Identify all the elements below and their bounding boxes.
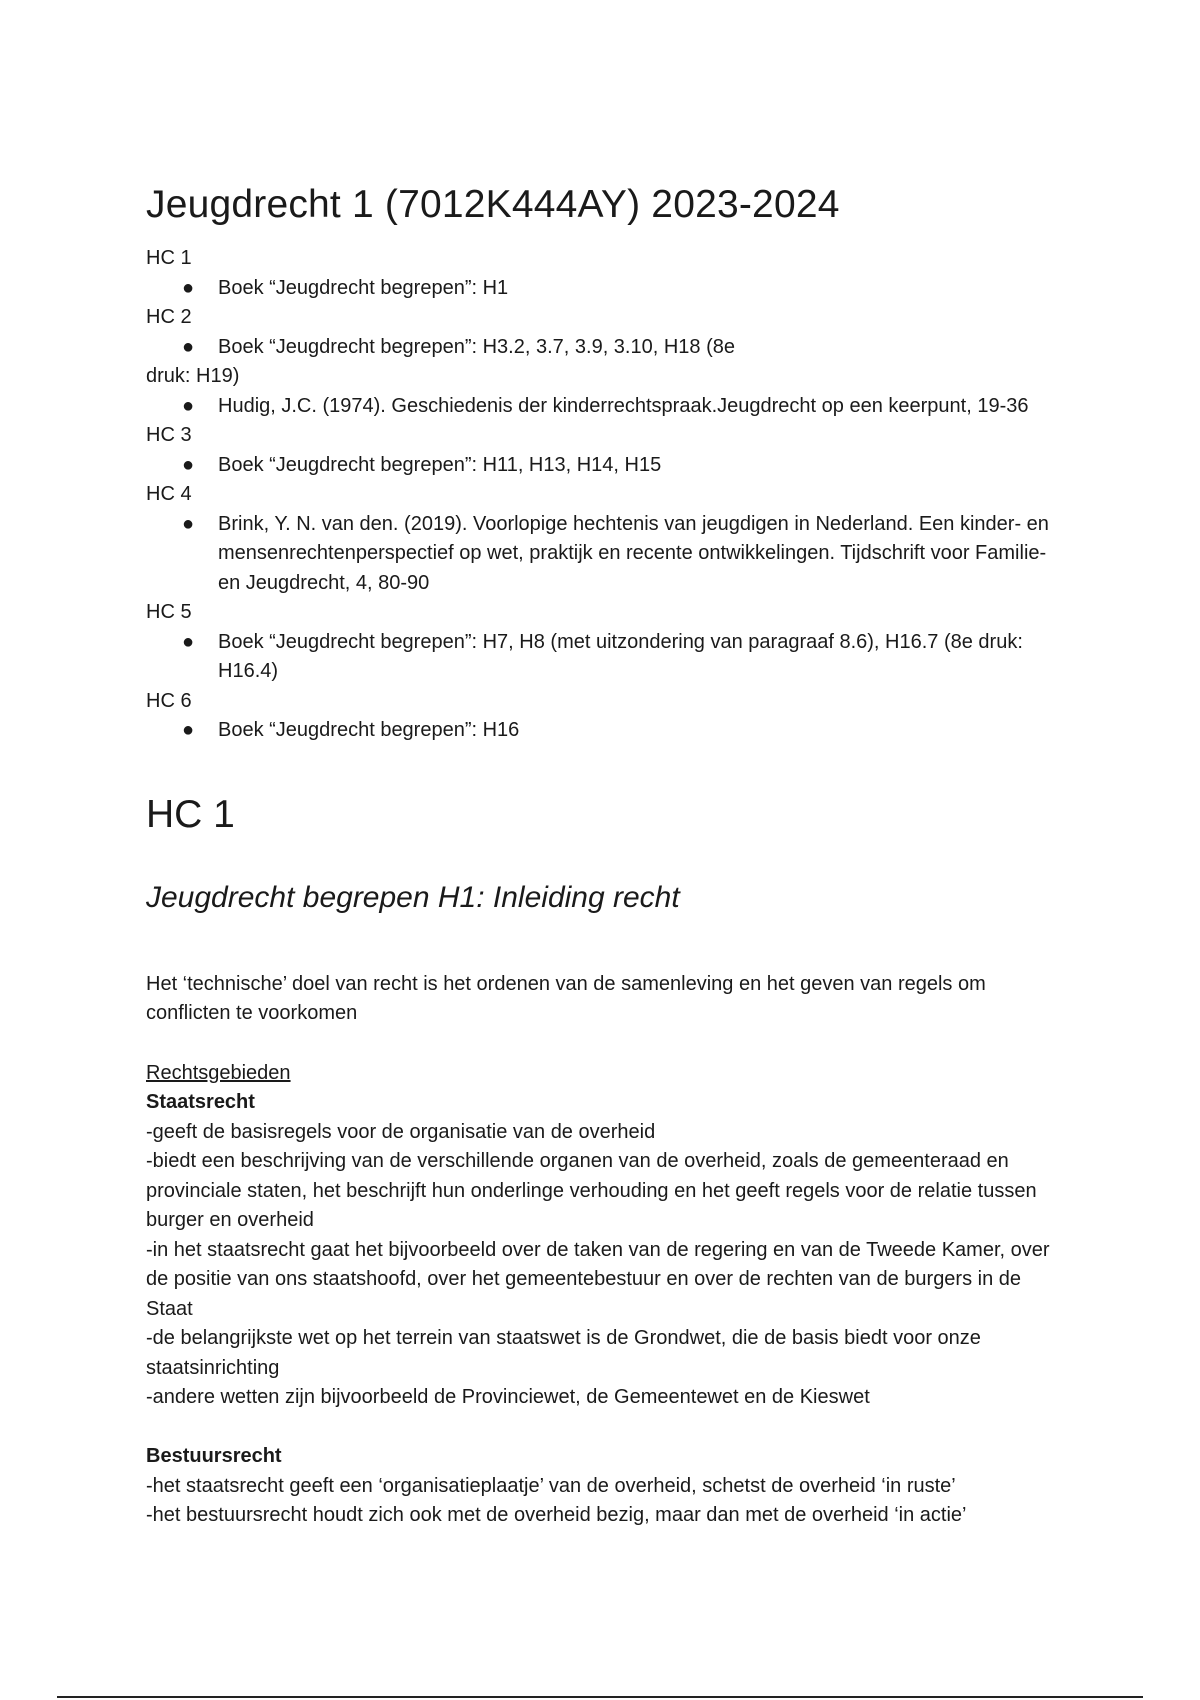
footer-divider — [57, 1696, 1143, 1698]
bestuursrecht-line: -het staatsrecht geeft een ‘organisatieplaatje’ van de overheid, schetst de overheid ‘in ruste’ — [146, 1474, 956, 1497]
staatsrecht-block — [146, 1088, 1066, 1413]
bullet-icon: ● — [182, 335, 195, 358]
reading-list — [146, 716, 1066, 746]
reading-list — [146, 451, 1066, 481]
staatsrecht-title: Staatsrecht — [146, 1091, 255, 1113]
bullet-icon: ● — [182, 394, 195, 417]
staatsrecht-line: -de belangrijkste wet op het terrein van staatswet is de Grondwet, die de basis biedt voor onze staatsinrichting — [146, 1327, 981, 1379]
staatsrecht-line: -biedt een beschrijving van de verschillende organen van de overheid, zoals de gemeenteraad en provinciale staten, het beschrijft hun onderlinge verhouding en het geeft regels voor de relatie tussen burger en overheid — [146, 1150, 1037, 1231]
reading-text: Boek “Jeugdrecht begrepen”: H11, H13, H14, H15 — [218, 453, 662, 476]
section-subheading: Jeugdrecht begrepen H1: Inleiding recht — [146, 880, 680, 914]
list-item — [182, 628, 1066, 687]
intro-paragraph: Het ‘technische’ doel van recht is het ordenen van de samenleving en het geven van regels om conflicten te voorkomen — [146, 972, 986, 1024]
bullet-icon: ● — [182, 630, 195, 653]
reading-text: Brink, Y. N. van den. (2019). Voorlopige hechtenis van jeugdigen in Nederland. Een kinder- en mensenrechtenperspectief op wet, praktijk en recente ontwikkelingen. Tijdschrift voor Familie- en Jeugdrecht, 4, 80-90 — [218, 512, 1049, 594]
reading-text: Boek “Jeugdrecht begrepen”: H1 — [218, 276, 509, 299]
bullet-icon: ● — [182, 719, 195, 741]
reading-list — [146, 333, 1066, 422]
document-page — [146, 180, 1066, 1531]
hc-label: HC 6 — [146, 689, 192, 712]
list-item-overflow — [146, 362, 1066, 392]
list-item — [182, 451, 1066, 481]
areas-label: Rechtsgebieden — [146, 1061, 291, 1084]
staatsrecht-line: -in het staatsrecht gaat het bijvoorbeeld over de taken van de regering en van de Tweede Kamer, over de positie van ons staatshoofd, over het gemeentebestuur en over de rechten van de burgers in de Staat — [146, 1238, 1050, 1320]
reading-text: Hudig, J.C. (1974). Geschiedenis der kinderrechtspraak.Jeugdrecht op een keerpunt, 19-36 — [218, 394, 1029, 417]
reading-text: Boek “Jeugdrecht begrepen”: H3.2, 3.7, 3.9, 3.10, H18 (8e — [218, 335, 735, 358]
list-item — [182, 274, 1066, 304]
reading-text: Boek “Jeugdrecht begrepen”: H16 — [218, 719, 520, 741]
bullet-icon: ● — [182, 276, 195, 299]
list-item — [182, 333, 1066, 363]
hc-label: HC 4 — [146, 483, 192, 505]
bestuursrecht-block — [146, 1442, 1066, 1531]
reading-list — [146, 628, 1066, 687]
reading-schedule — [146, 244, 1066, 746]
list-item — [182, 392, 1066, 422]
list-item — [182, 716, 1066, 746]
bullet-icon: ● — [182, 512, 195, 535]
reading-text: Boek “Jeugdrecht begrepen”: H7, H8 (met uitzondering van paragraaf 8.6), H16.7 (8e druk: H16.4) — [218, 630, 1023, 682]
bullet-icon: ● — [182, 453, 195, 476]
hc-label: HC 5 — [146, 601, 192, 623]
hc-label: HC 3 — [146, 424, 192, 446]
reading-text-overflow: druk: H19) — [146, 365, 240, 387]
reading-list — [146, 510, 1066, 599]
section-heading: HC 1 — [146, 792, 235, 836]
list-item — [182, 510, 1066, 599]
staatsrecht-line: -andere wetten zijn bijvoorbeeld de Provinciewet, de Gemeentewet en de Kieswet — [146, 1386, 870, 1408]
bestuursrecht-line: -het bestuursrecht houdt zich ook met de overheid bezig, maar dan met de overheid ‘in actie’ — [146, 1504, 967, 1526]
document-title: Jeugdrecht 1 (7012K444AY) 2023-2024 — [146, 183, 840, 226]
hc-label: HC 2 — [146, 306, 192, 328]
hc-label: HC 1 — [146, 247, 192, 269]
bestuursrecht-title: Bestuursrecht — [146, 1445, 282, 1467]
reading-list — [146, 274, 1066, 304]
staatsrecht-line: -geeft de basisregels voor de organisatie van de overheid — [146, 1120, 656, 1143]
spacer — [146, 1413, 1066, 1443]
